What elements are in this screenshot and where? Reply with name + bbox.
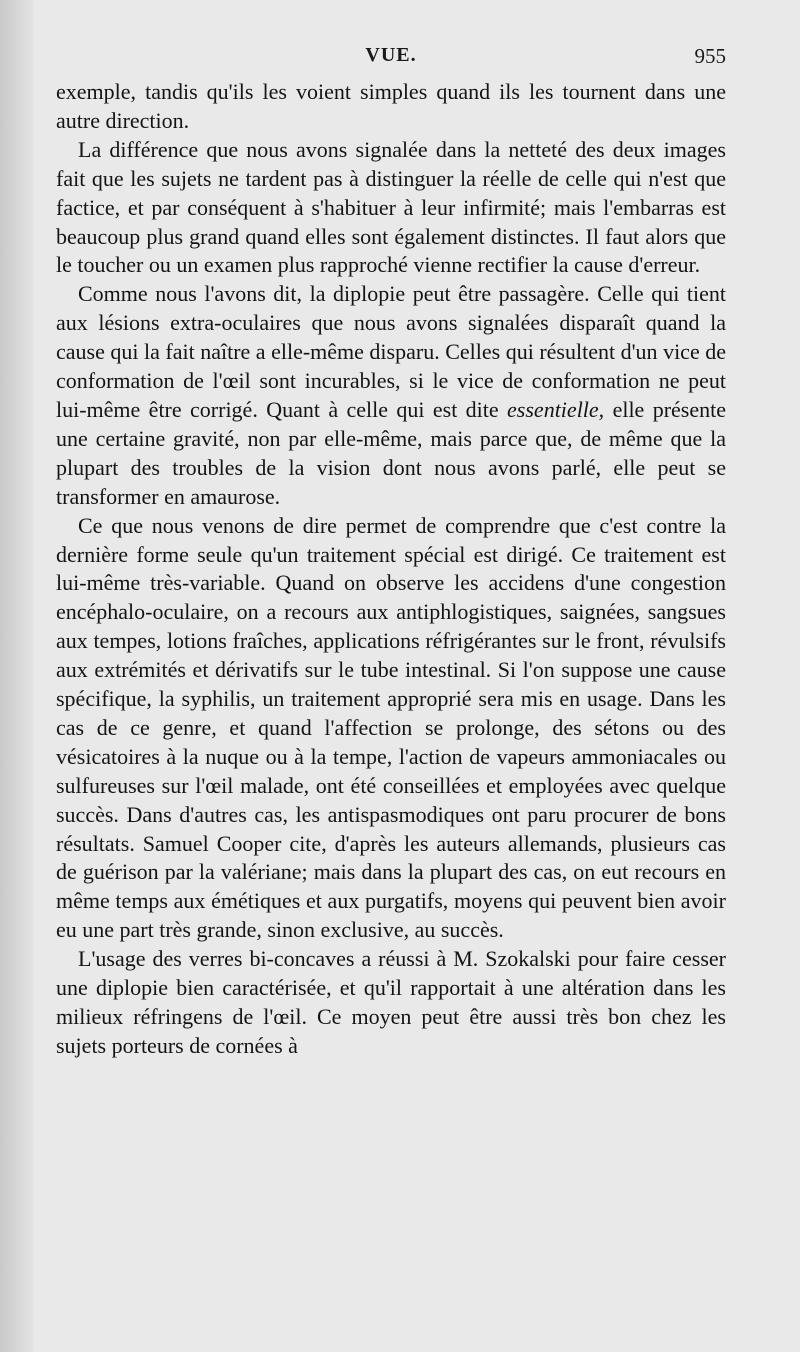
running-head: VUE. [365, 44, 417, 66]
page-header [56, 44, 726, 74]
paragraph-verres: L'usage des verres bi-concaves a réussi à M. Szokalski pour faire cesser une diplopie bien caractérisée, et qu'il rapportait à une altération dans les milieux réfringens de l'œil. Ce moyen peut être aussi très bon chez les sujets porteurs de cornées à [56, 946, 726, 1058]
page-gutter-shadow [0, 0, 34, 1352]
page-number: 955 [694, 44, 726, 68]
paragraph-continuation: exemple, tandis qu'ils les voient simples quand ils les tournent dans une autre direction. [56, 79, 726, 133]
paragraph-traitement: Ce que nous venons de dire permet de comprendre que c'est contre la dernière forme seule qu'un traitement spécial est dirigé. Ce traitement est lui-même très-variable. Quand on observe les accidens d'une congestion encéphalo-oculaire, on a recours aux antiphlogistiques, saignées, sangsues aux tempes, lotions fraîches, applications réfrigérantes sur le front, révulsifs aux extrémités et dérivatifs sur le tube intestinal. Si l'on suppose une cause spécifique, la syphilis, un traitement approprié sera mis en usage. Dans les cas de ce genre, et quand l'affection se prolonge, des sétons ou des vésicatoires à la nuque ou à la tempe, l'action de vapeurs ammoniacales ou sulfureuses sur l'œil malade, ont été conseillées et employées avec quelque succès. Dans d'autres cas, les antispasmodiques ont paru procurer de bons résultats. Samuel Cooper cite, d'après les auteurs allemands, plusieurs cas de guérison par la valériane; mais dans la plupart des cas, on eut recours en même temps aux émétiques et aux purgatifs, moyens qui peuvent bien avoir eu une part très grande, sinon exclusive, au succès. [56, 512, 726, 943]
paragraph-difference: La différence que nous avons signalée dans la netteté des deux images fait que les sujets ne tardent pas à distinguer la réelle de celle qui n'est que factice, et par conséquent à s'habituer à leur infirmité; mais l'embarras est beaucoup plus grand quand elles sont également distinctes. Il faut alors que le toucher ou un examen plus rapproché vienne rectifier la cause d'erreur. [56, 136, 726, 278]
italic-term: essentielle, [507, 396, 605, 422]
paragraph-diplopie [56, 280, 726, 511]
paragraph-diplopie-start: Comme nous l'avons dit, la diplopie peut être passagère. Celle qui tient aux lésions extra-oculaires que nous avons signalées disparaît quand la cause qui la fait naître a elle-même disparu. Celles qui résultent d'un vice de conformation de l'œil sont incurables, si le vice de conformation ne peut lui-même être corrigé. Quant à celle qui est dite [56, 281, 726, 422]
body-text [56, 78, 726, 1061]
paragraph-diplopie-end: elle présente une certaine gravité, non par elle-même, mais parce que, de même que la plupart des troubles de la vision dont nous avons parlé, elle peut se transformer en amaurose. [56, 396, 726, 509]
